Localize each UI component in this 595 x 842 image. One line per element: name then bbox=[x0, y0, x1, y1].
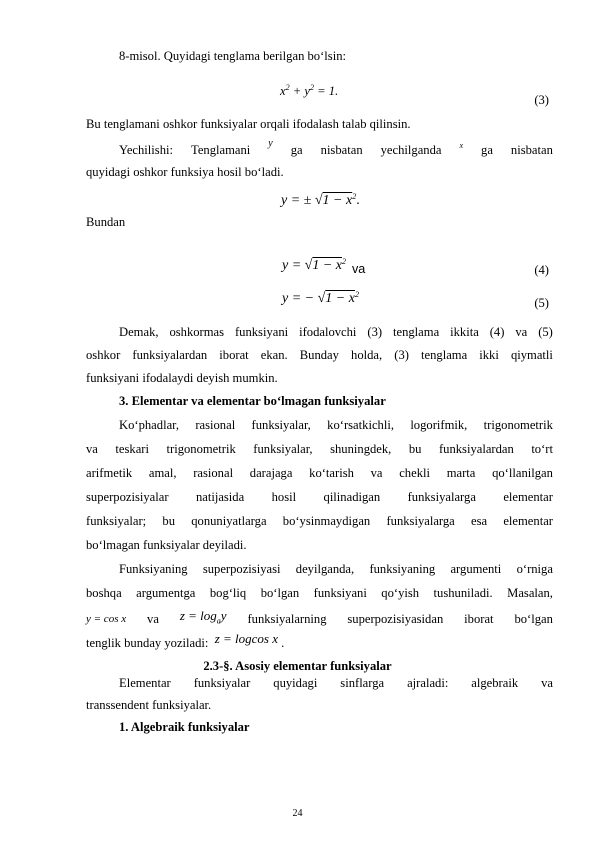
page-number: 24 bbox=[292, 808, 303, 819]
equation-5: y = − $√1 - x^2$ bbox=[282, 290, 359, 306]
formula-y-cos-x: y = cos x bbox=[86, 613, 127, 625]
word-bundan: Bundan bbox=[86, 215, 126, 229]
equation-3: $x^2 + y^2 = 1$. bbox=[280, 83, 339, 98]
paragraph-kophadlar-line6: bo‘lmagan funksiyalar deyiladi. bbox=[86, 538, 247, 552]
paragraph-superposition-line1: Funksiyaning superpozisiyasi deyilganda, funksiyaning argumenti o‘rniga bbox=[119, 562, 553, 576]
paragraph-demak-line1: Demak, oshkormas funksiyani ifodalovchi (3) tenglama ikkita (4) va (5) bbox=[119, 325, 553, 339]
section-heading: 2.3-§. Asosiy elementar funksiyalar bbox=[203, 659, 392, 673]
paragraph-solution-line2: quyidagi oshkor funksiya hosil bo‘ladi. bbox=[86, 165, 284, 179]
word-va: va bbox=[352, 262, 366, 276]
paragraph-kophadlar-line2: va teskari trigonometrik funksiyalar, shuningdek, bu funksiyalardan to‘rt bbox=[86, 442, 553, 456]
equation-pm: y = ± $√1 - x^2$. bbox=[281, 192, 360, 208]
paragraph-kophadlar-line4: superpozisiyalar natijasida hosil qilinadigan funksiyalarga elementar bbox=[86, 490, 553, 504]
paragraph-superposition-line3: y = cos x va $z = \log_ay$ funksiyalarning superpozisiyasidan iborat bo‘lgan bbox=[86, 611, 553, 633]
equation-number-3: (3) bbox=[534, 93, 549, 107]
paragraph-solution-line1: Yechilishi: Tenglamani y ga nisbatan yechilganda x ga nisbatan bbox=[119, 138, 553, 157]
paragraph-superposition-line2: boshqa argumentga bog‘liq bo‘lgan funksiyani qo‘yish tushuniladi. Masalan, bbox=[86, 586, 553, 600]
equation-4: $y = √1 - x^2$ bbox=[282, 257, 347, 273]
example-heading: 8-misol. Quyidagi tenglama berilgan bo‘lsin: bbox=[119, 49, 346, 63]
paragraph-kophadlar-line3: arifmetik amal, rasional darajaga ko‘tarish va chekli marta qo‘llanilgan bbox=[86, 466, 553, 480]
subheading-3: 3. Elementar va elementar bo‘lmagan funksiyalar bbox=[119, 394, 386, 408]
formula-z-logcos: z = logcos x bbox=[214, 631, 279, 646]
subheading-algebraik: 1. Algebraik funksiyalar bbox=[119, 720, 250, 734]
paragraph-elementar-line2: transsendent funksiyalar. bbox=[86, 698, 212, 712]
equation-number-4: (4) bbox=[534, 263, 549, 277]
paragraph-superposition-line4: tenglik bunday yoziladi: z = logcos x . bbox=[86, 631, 285, 650]
equation-number-5: (5) bbox=[534, 296, 549, 310]
paragraph-task: Bu tenglamani oshkor funksiyalar orqali ifodalash talab qilinsin. bbox=[86, 117, 411, 131]
paragraph-demak-line3: funksiyani ifodalaydi deyish mumkin. bbox=[86, 371, 278, 385]
paragraph-kophadlar-line1: Ko‘phadlar, rasional funksiyalar, ko‘rsatkichli, logorifmik, trigonometrik bbox=[119, 418, 553, 432]
paragraph-elementar-line1: Elementar funksiyalar quyidagi sinflarga ajraladi: algebraik va bbox=[119, 676, 553, 690]
paragraph-kophadlar-line5: funksiyalar; bu qonuniyatlarga bo‘ysinmaydigan funksiyalarga esa elementar bbox=[86, 514, 553, 528]
paragraph-demak-line2: oshkor funksiyalardan iborat ekan. Bunday holda, (3) tenglama ikki qiymatli bbox=[86, 348, 553, 362]
formula-z-log: $z = \log_ay$ bbox=[179, 608, 227, 626]
